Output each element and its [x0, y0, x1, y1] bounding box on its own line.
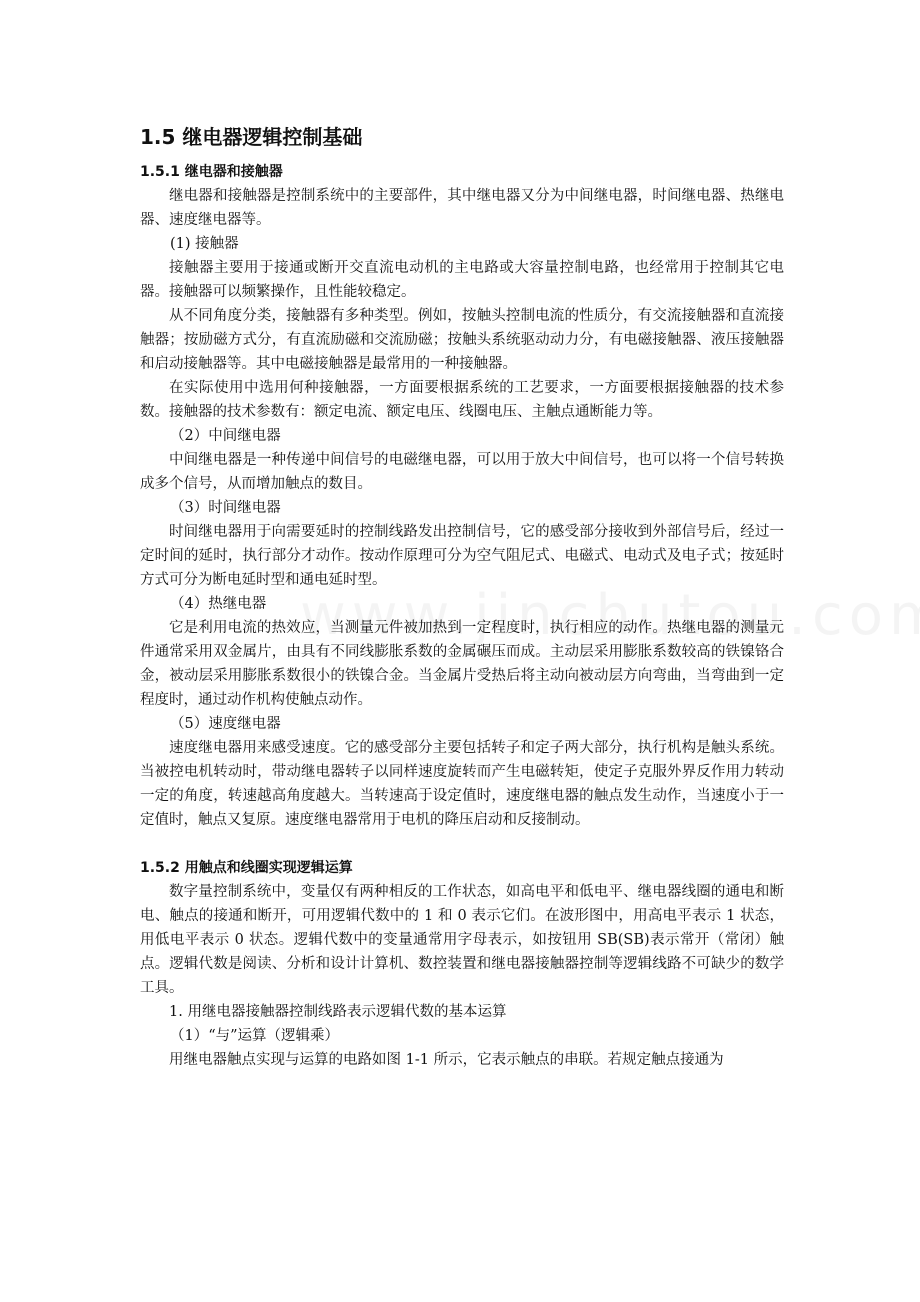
heading-time-relay: （3）时间继电器 [170, 500, 281, 516]
heading-contactor: (1) 接触器 [170, 236, 239, 252]
heading-speed-relay: （5）速度继电器 [170, 716, 281, 732]
subsection-title-1-5-2: 1.5.2 用触点和线圈实现逻辑运算 [140, 860, 353, 876]
section-gap [140, 832, 784, 856]
list-item-1: 1. 用继电器接触器控制线路表示逻辑代数的基本运算 [169, 1004, 507, 1020]
paragraph-intro: 继电器和接触器是控制系统中的主要部件，其中继电器又分为中间继电器，时间继电器、热继电器、速度继电器等。 [140, 188, 784, 228]
paragraph-contactor-2: 从不同角度分类，接触器有多种类型。例如，按触头控制电流的性质分，有交流接触器和直流接触器；按励磁方式分，有直流励磁和交流励磁；按触头系统驱动动力分，有电磁接触器、液压接触器和启动接触器等。其中电磁接触器是最常用的一种接触器。 [140, 308, 784, 372]
paragraph-logic-intro: 数字量控制系统中，变量仅有两种相反的工作状态，如高电平和低电平、继电器线圈的通电和断电、触点的接通和断开，可用逻辑代数中的 1 和 0 表示它们。在波形图中，用高电平表示 1 状态，用低电平表示 0 状态。逻辑代数中的变量通常用字母表示，如按钮用 SB(SB)表示常开（常闭）触点。逻辑代数是阅读、分析和设计计算机、数控装置和继电器接触器控制等逻辑线路不可缺少的数学工具。 [140, 884, 784, 996]
paragraph-contactor-3: 在实际使用中选用何种接触器，一方面要根据系统的工艺要求，一方面要根据接触器的技术参数。接触器的技术参数有：额定电流、额定电压、线圈电压、主触点通断能力等。 [140, 380, 784, 420]
paragraph-speed-relay: 速度继电器用来感受速度。它的感受部分主要包括转子和定子两大部分，执行机构是触头系统。当被控电机转动时，带动继电器转子以同样速度旋转而产生电磁转矩，使定子克服外界反作用力转动一定的角度，转速越高角度越大。当转速高于设定值时，速度继电器的触点发生动作，当速度小于一定值时，触点又复原。速度继电器常用于电机的降压启动和反接制动。 [140, 740, 784, 828]
document-page [140, 118, 784, 1072]
paragraph-contactor-1: 接触器主要用于接通或断开交直流电动机的主电路或大容量控制电路，也经常用于控制其它电器。接触器可以频繁操作，且性能较稳定。 [140, 260, 784, 300]
section-title: 1.5 继电器逻辑控制基础 [140, 125, 363, 149]
paragraph-thermal-relay: 它是利用电流的热效应，当测量元件被加热到一定程度时，执行相应的动作。热继电器的测量元件通常采用双金属片，由具有不同线膨胀系数的金属碾压而成。主动层采用膨胀系数较高的铁镍铬合金，被动层采用膨胀系数很小的铁镍合金。当金属片受热后将主动向被动层方向弯曲，当弯曲到一定程度时，通过动作机构使触点动作。 [140, 620, 784, 708]
paragraph-time-relay: 时间继电器用于向需要延时的控制线路发出控制信号，它的感受部分接收到外部信号后，经过一定时间的延时，执行部分才动作。按动作原理可分为空气阻尼式、电磁式、电动式及电子式；按延时方式可分为断电延时型和通电延时型。 [140, 524, 784, 588]
heading-and-operation: （1）“与”运算（逻辑乘） [170, 1028, 340, 1044]
heading-thermal-relay: （4）热继电器 [170, 596, 267, 612]
subsection-title-1-5-1: 1.5.1 继电器和接触器 [140, 164, 283, 180]
paragraph-and-operation: 用继电器触点实现与运算的电路如图 1-1 所示，它表示触点的串联。若规定触点接通为 [169, 1052, 724, 1068]
paragraph-intermediate-relay: 中间继电器是一种传递中间信号的电磁继电器，可以用于放大中间信号，也可以将一个信号转换成多个信号，从而增加触点的数目。 [140, 452, 784, 492]
heading-intermediate-relay: （2）中间继电器 [170, 428, 281, 444]
